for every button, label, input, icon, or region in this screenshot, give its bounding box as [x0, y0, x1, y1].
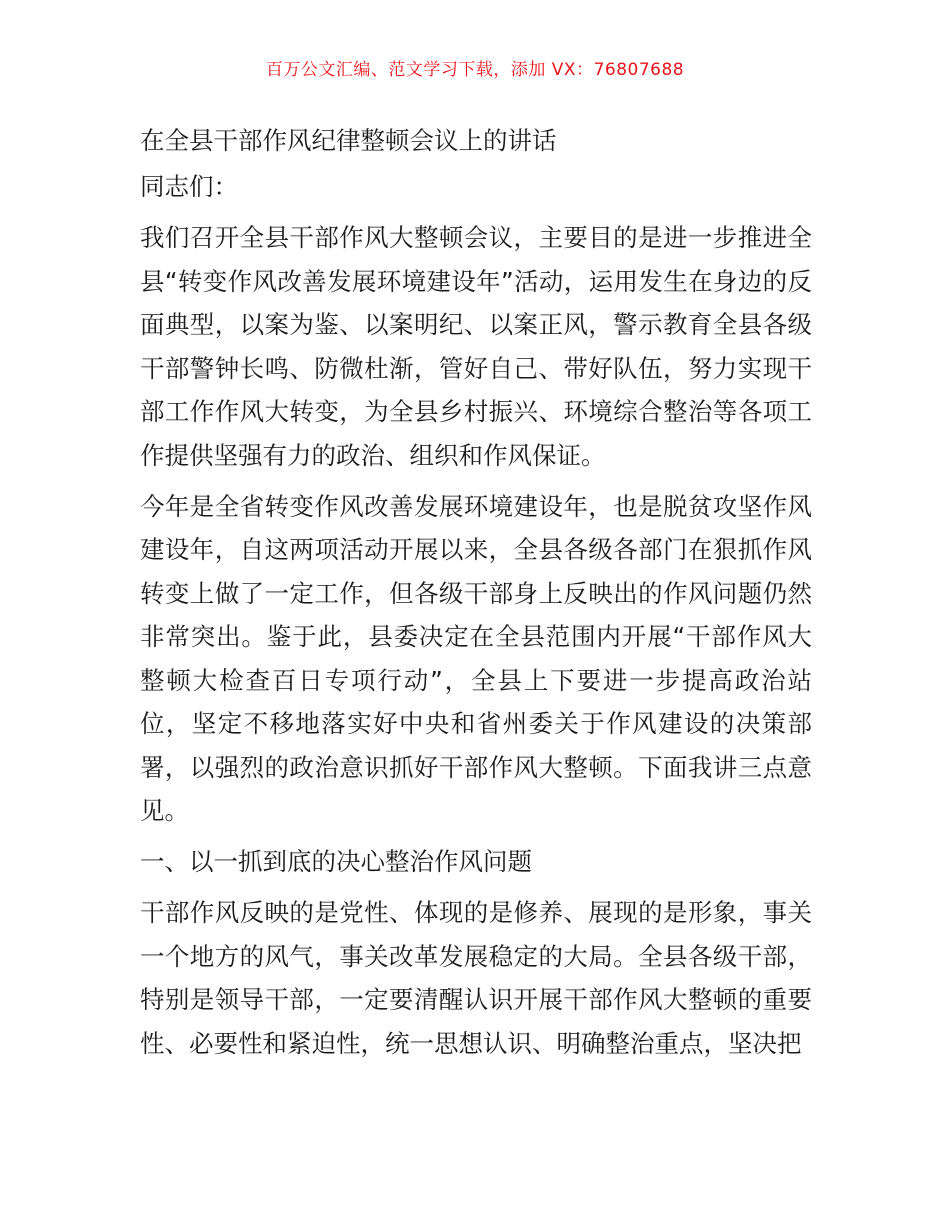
paragraph-1: 我们召开全县干部作风大整顿会议，主要目的是进一步推进全县“转变作风改善发展环境建设年”活动，运用发生在身边的反面典型，以案为鉴、以案明纪、以案正风，警示教育全县各级干部警钟长鸣、防微杜渐，管好自己、带好队伍，努力实现干部工作作风大转变，为全县乡村振兴、环境综合整治等各项工作提供坚强有力的政治、组织和作风保证。 — [140, 223, 812, 470]
section-1-heading: 一、以一抓到底的决心整治作风问题 — [140, 847, 532, 876]
salutation: 同志们： — [140, 172, 238, 201]
document-title: 在全县干部作风纪律整顿会议上的讲话 — [140, 126, 557, 155]
document-body — [140, 119, 812, 1073]
paragraph-3: 干部作风反映的是党性、体现的是修养、展现的是形象，事关一个地方的风气，事关改革发展稳定的大局。全县各级干部，特别是领导干部，一定要清醒认识开展干部作风大整顿的重要性、必要性和紧迫性，统一思想认识、明确整治重点，坚决把 — [140, 898, 812, 1058]
header-banner-text: 百万公文汇编、范文学习下载，添加 VX：76807688 — [265, 60, 685, 80]
header-banner — [0, 56, 950, 84]
paragraph-2: 今年是全省转变作风改善发展环境建设年，也是脱贫攻坚作风建设年，自这两项活动开展以来，全县各级各部门在狠抓作风转变上做了一定工作，但各级干部身上反映出的作风问题仍然非常突出。鉴于此，县委决定在全县范围内开展“干部作风大整顿大检查百日专项行动”，全县上下要进一步提高政治站位，坚定不移地落实好中央和省州委关于作风建设的决策部署，以强烈的政治意识抓好干部作风大整顿。下面我讲三点意见。 — [140, 491, 812, 825]
